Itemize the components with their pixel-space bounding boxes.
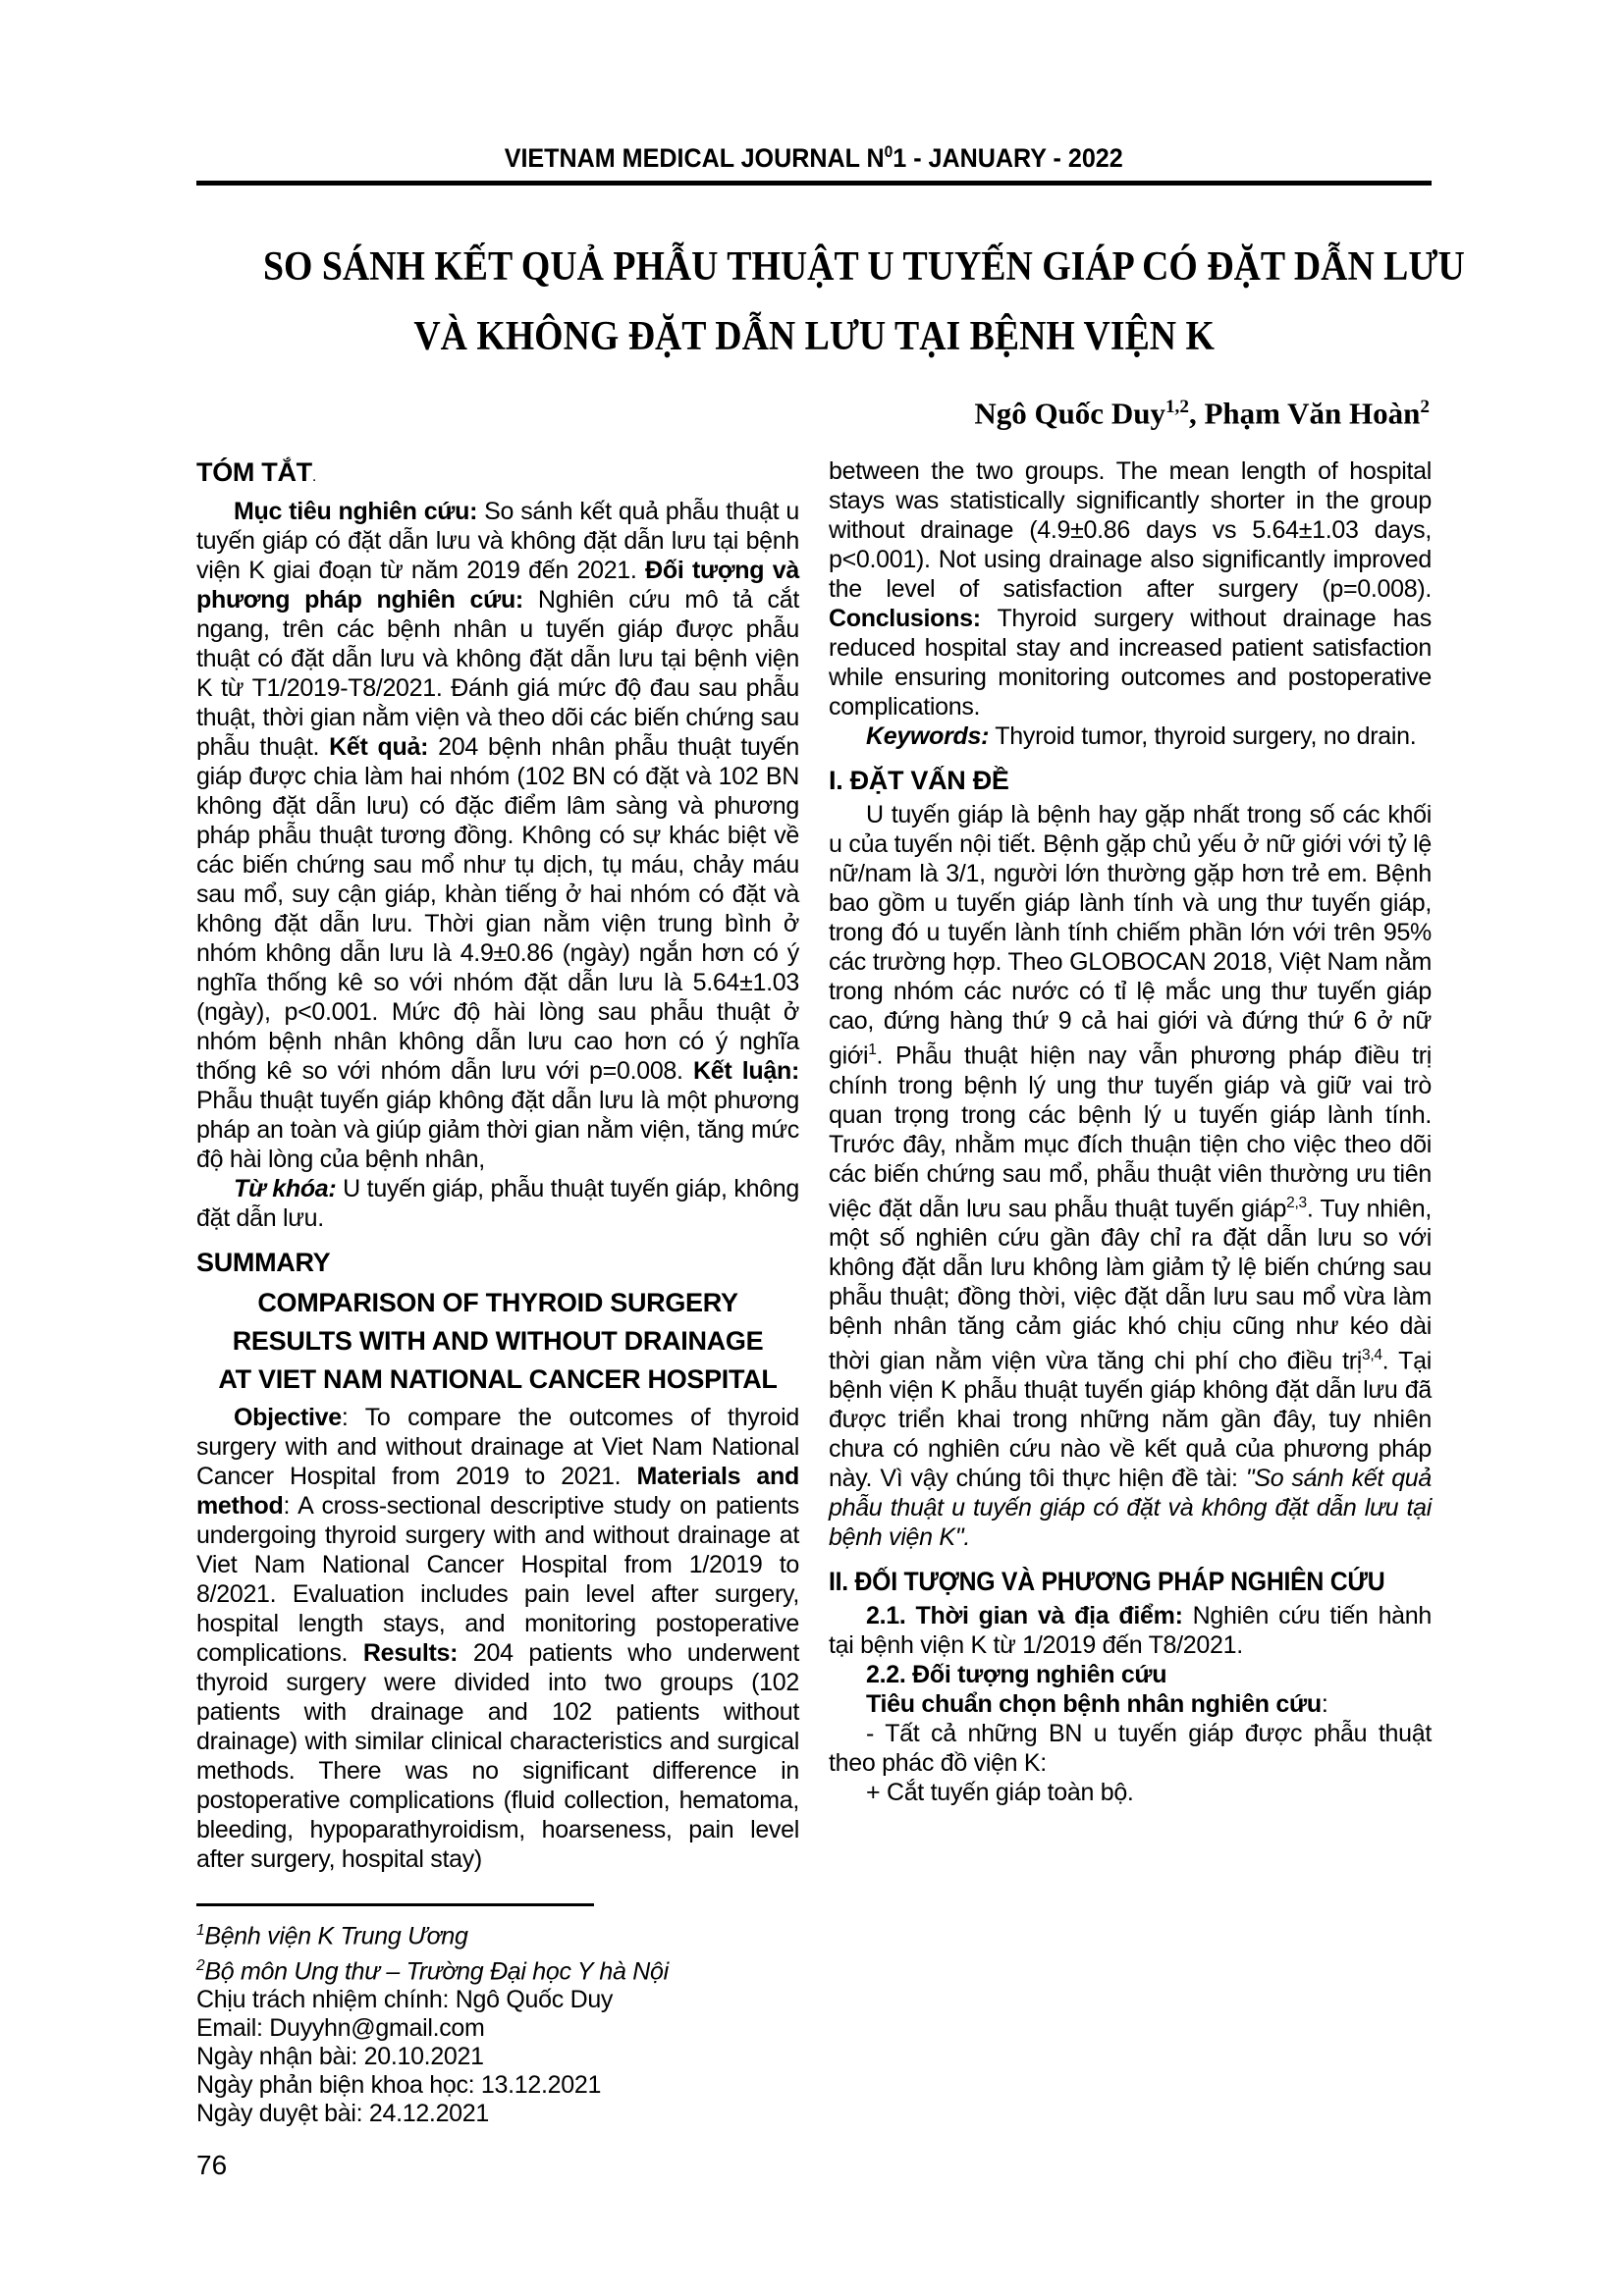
intro-text-4: . Tại bệnh viện K phẫu thuật tuyến giáp không đặt dẫn lưu đã được triển khai trong những năm gần đây, tuy nhiên chưa có nghiên cứu nào về kết quả của phương pháp này. Vì vậy chúng tôi thực hiện đề tài: <box>829 1347 1432 1493</box>
author-2-affiliation-sup: 2 <box>1420 397 1430 417</box>
abstract-conclusion-text: Phẫu thuật tuyến giáp không đặt dẫn lưu là một phương pháp an toàn và giúp giảm thời gian nằm viện, tăng mức độ hài lòng của bệnh nhân, <box>196 1087 799 1174</box>
citation-ref-2: 2,3 <box>1286 1194 1307 1211</box>
intro-text-1: U tuyến giáp là bệnh hay gặp nhất trong số các khối u của tuyến nội tiết. Bệnh gặp chủ yếu ở nữ giới với tỷ lệ nữ/nam là 3/1, người lớn thường gặp hơn trẻ em. Bệnh bao gồm u tuyến giáp lành tính và ung thư tuyến giáp, trong đó u tuyến lành tính chiếm phần lớn với trên 95% các trường hợp. Theo GLOBOCAN 2018, Việt Nam nằm trong nhóm các nước có tỉ lệ mắc ung thư tuyến giáp cao, đứng hàng thứ 9 cả hai giới và đứng thứ 6 ở nữ giới <box>829 801 1432 1070</box>
study-title-quote: "So sánh kết quả phẫu thuật u tuyến giáp có đặt và không đặt dẫn lưu tại bệnh viện K". <box>829 1465 1433 1552</box>
footnote-block <box>196 1903 799 2128</box>
author-2: Phạm Văn Hoàn <box>1204 396 1421 431</box>
summary-continuation-text: between the two groups. The mean length of hospital stays was statistically significantly shorter in the group without drainage (4.9±0.86 days vs 5.64±1.03 days, p<0.001). Not using drainage also significantly improved the level of satisfaction after surgery (p=0.008). <box>829 457 1432 604</box>
right-column <box>829 456 1432 2128</box>
footnote-rule <box>196 1903 594 1906</box>
methods-time-label: 2.1. Thời gian và địa điểm: <box>866 1602 1183 1630</box>
intro-text-3: . Tuy nhiên, một số nghiên cứu gần đây chỉ ra đặt dẫn lưu so với không đặt dẫn lưu không làm giảm tỷ lệ biến chứng sau phẫu thuật; đồng thời, việc đặt dẫn lưu sau mổ vừa làm bệnh nhân tăng cảm giác khó chịu cũng như kéo dài thời gian nằm viện vừa tăng chi phí cho điều trị <box>829 1194 1432 1375</box>
citation-ref-1: 1 <box>868 1041 877 1059</box>
keywords-en-label: Keywords: <box>866 722 990 751</box>
intro-text-2: . Phẫu thuật hiện nay vẫn phương pháp điều trị chính trong bệnh lý ung thư tuyến giáp và giữ vai trò quan trọng trong các bệnh lý u tuyến giáp lành tính. Trước đây, nhằm mục đích thuận tiện cho việc theo dõi các biến chứng sau mổ, phẫu thuật viên thường ưu tiên việc đặt dẫn lưu sau phẫu thuật tuyến giáp <box>829 1041 1432 1222</box>
footnote-affiliation-1: $^1$Bệnh viện K Trung Ương <box>196 1922 468 1950</box>
introduction-heading: I. ĐẶT VẤN ĐỀ <box>829 766 1009 796</box>
summary-results-text: 204 patients who underwent thyroid surgery were divided into two groups (102 patients with drainage and 102 patients without drainage) with similar clinical characteristics and surgical methods. There was no significant difference in postoperative complications (fluid collection, hematoma, bleeding, hypoparathyroidism, hoarseness, pain level after surgery, hospital stay) <box>196 1639 799 1874</box>
keywords-vi-text: U tuyến giáp, phẫu thuật tuyến giáp, không đặt dẫn lưu. <box>196 1175 799 1233</box>
keywords-vi-label: Từ khóa: <box>234 1175 337 1203</box>
english-title-line1: COMPARISON OF THYROID SURGERY <box>257 1288 738 1318</box>
summary-methods-label: Materials and method <box>196 1463 799 1521</box>
header-rule <box>196 181 1432 186</box>
footnote-review-date: Ngày phản biện khoa học: 13.12.2021 <box>196 2070 602 2099</box>
methods-heading: II. ĐỐI TƯỢNG VÀ PHƯƠNG PHÁP NGHIÊN CỨU <box>829 1567 1385 1597</box>
english-title-line2: RESULTS WITH AND WITHOUT DRAINAGE <box>232 1326 764 1357</box>
keywords-en <box>829 721 1432 751</box>
article-title-line1: SO SÁNH KẾT QUẢ PHẪU THUẬT U TUYẾN GIÁP CÓ ĐẶT DẪN LƯU <box>262 244 1465 290</box>
summary-paragraph <box>196 1403 799 1874</box>
keywords-vi <box>196 1174 799 1233</box>
summary-heading: SUMMARY <box>196 1248 331 1278</box>
authors-line <box>196 390 1432 431</box>
abstract-paragraph <box>196 497 799 1174</box>
footnote-received-date: Ngày nhận bài: 20.10.2021 <box>196 2042 484 2070</box>
footnote-accepted-date: Ngày duyệt bài: 24.12.2021 <box>196 2099 489 2127</box>
journal-issue-date: 1 - JANUARY - 2022 <box>893 143 1124 173</box>
abstract-conclusion-label: Kết luận: <box>693 1057 799 1086</box>
abstract-objective-label: Mục tiêu nghiên cứu: <box>234 498 478 526</box>
article-title <box>196 237 1465 376</box>
methods-criteria-item-2: + Cắt tuyến giáp toàn bộ. <box>866 1779 1134 1807</box>
methods-subjects-heading: 2.2. Đối tượng nghiên cứu <box>866 1661 1167 1689</box>
summary-continuation-paragraph <box>829 456 1432 721</box>
summary-conclusions-label: Conclusions: <box>829 605 981 633</box>
page-number: 76 <box>196 2150 228 2180</box>
keywords-en-text: Thyroid tumor, thyroid surgery, no drain. <box>989 722 1417 751</box>
citation-ref-3: 3,4 <box>1362 1346 1382 1363</box>
journal-issue-sup: 0 <box>884 142 893 161</box>
two-column-body <box>196 456 1432 2128</box>
abstract-results-label: Kết quả: <box>329 733 429 762</box>
english-title <box>196 1284 799 1399</box>
methods-time-text: Nghiên cứu tiến hành tại bệnh viện K từ 1/2019 đến T8/2021. <box>829 1602 1432 1660</box>
abstract-methods-label: Đối tượng và phương pháp nghiên cứu: <box>196 557 799 614</box>
abstract-results-text: 204 bệnh nhân phẫu thuật tuyến giáp được chia làm hai nhóm (102 BN có đặt và 102 BN không đặt dẫn lưu) có đặc điểm lâm sàng và phương pháp phẫu thuật tương đồng. Không có sự khác biệt về các biến chứng sau mổ như tụ dịch, tụ máu, chảy máu sau mổ, suy cận giáp, khàn tiếng ở hai nhóm có đặt và không đặt dẫn lưu. Thời gian nằm viện trung bình ở nhóm không dẫn lưu là 4.9±0.86 (ngày) ngắn hơn có ý nghĩa thống kê so với nhóm đặt dẫn lưu là 5.64±1.03 (ngày), p<0.001. Mức độ hài lòng sau phẫu thuật ở nhóm bệnh nhân không dẫn lưu cao hơn có ý nghĩa thống kê so với nhóm dẫn lưu với p=0.008. <box>196 733 799 1086</box>
english-title-line3: AT VIET NAM NATIONAL CANCER HOSPITAL <box>218 1364 778 1395</box>
footnote-affiliation-2: $^2$Bộ môn Ung thư – Trường Đại học Y hà Nội <box>196 1956 669 1985</box>
authors-separator: , <box>1188 396 1205 431</box>
page-header <box>196 137 1432 173</box>
abstract-objective-text: So sánh kết quả phẫu thuật u tuyến giáp có đặt dẫn lưu và không đặt dẫn lưu tại bệnh viện K giai đoạn từ năm 2019 đến 2021. <box>196 498 799 585</box>
author-1-affiliation-sup: 1,2 <box>1164 397 1189 417</box>
methods-criteria-heading: Tiêu chuẩn chọn bệnh nhân nghiên cứu: <box>866 1690 1328 1719</box>
journal-running-title <box>505 137 1123 173</box>
article-title-line2: VÀ KHÔNG ĐẶT DẪN LƯU TẠI BỆNH VIỆN K <box>413 314 1215 359</box>
methods-criteria-item-1: - Tất cả những BN u tuyến giáp được phẫu thuật theo phác đồ viện K: <box>829 1720 1432 1778</box>
abstract-heading: TÓM TẮT. <box>196 457 317 488</box>
footnote-email: Email: Duyyhn@gmail.com <box>196 2013 485 2042</box>
left-column <box>196 456 799 2128</box>
summary-objective-text: : To compare the outcomes of thyroid surgery with and without drainage at Viet Nam National Cancer Hospital from 2019 to 2021. <box>196 1404 799 1491</box>
introduction-paragraph <box>829 800 1432 1552</box>
methods-time-paragraph <box>829 1601 1432 1660</box>
summary-methods-text: : A cross-sectional descriptive study on patients undergoing thyroid surgery with and without drainage at Viet Nam National Cancer Hospital from 1/2019 to 8/2021. Evaluation includes pain level after surgery, hospital length stays, and monitoring postoperative complications. <box>196 1492 799 1668</box>
summary-conclusions-text: Thyroid surgery without drainage has reduced hospital stay and increased patient satisfaction while ensuring monitoring outcomes and postoperative complications. <box>829 605 1432 721</box>
journal-name: VIETNAM MEDICAL JOURNAL N <box>504 143 885 173</box>
abstract-heading-dot: . <box>311 468 317 486</box>
summary-results-label: Results: <box>362 1639 459 1668</box>
author-1: Ngô Quốc Duy <box>974 396 1165 431</box>
summary-objective-label: Objective <box>234 1404 342 1432</box>
abstract-methods-text: Nghiên cứu mô tả cắt ngang, trên các bệnh nhân u tuyến giáp được phẫu thuật có đặt dẫn lưu và không đặt dẫn lưu tại bệnh viện K từ T1/2019-T8/2021. Đánh giá mức độ đau sau phẫu thuật, thời gian nằm viện và theo dõi các biến chứng sau phẫu thuật. <box>196 586 799 762</box>
footnote-corresponding-author: Chịu trách nhiệm chính: Ngô Quốc Duy <box>196 1985 614 2013</box>
